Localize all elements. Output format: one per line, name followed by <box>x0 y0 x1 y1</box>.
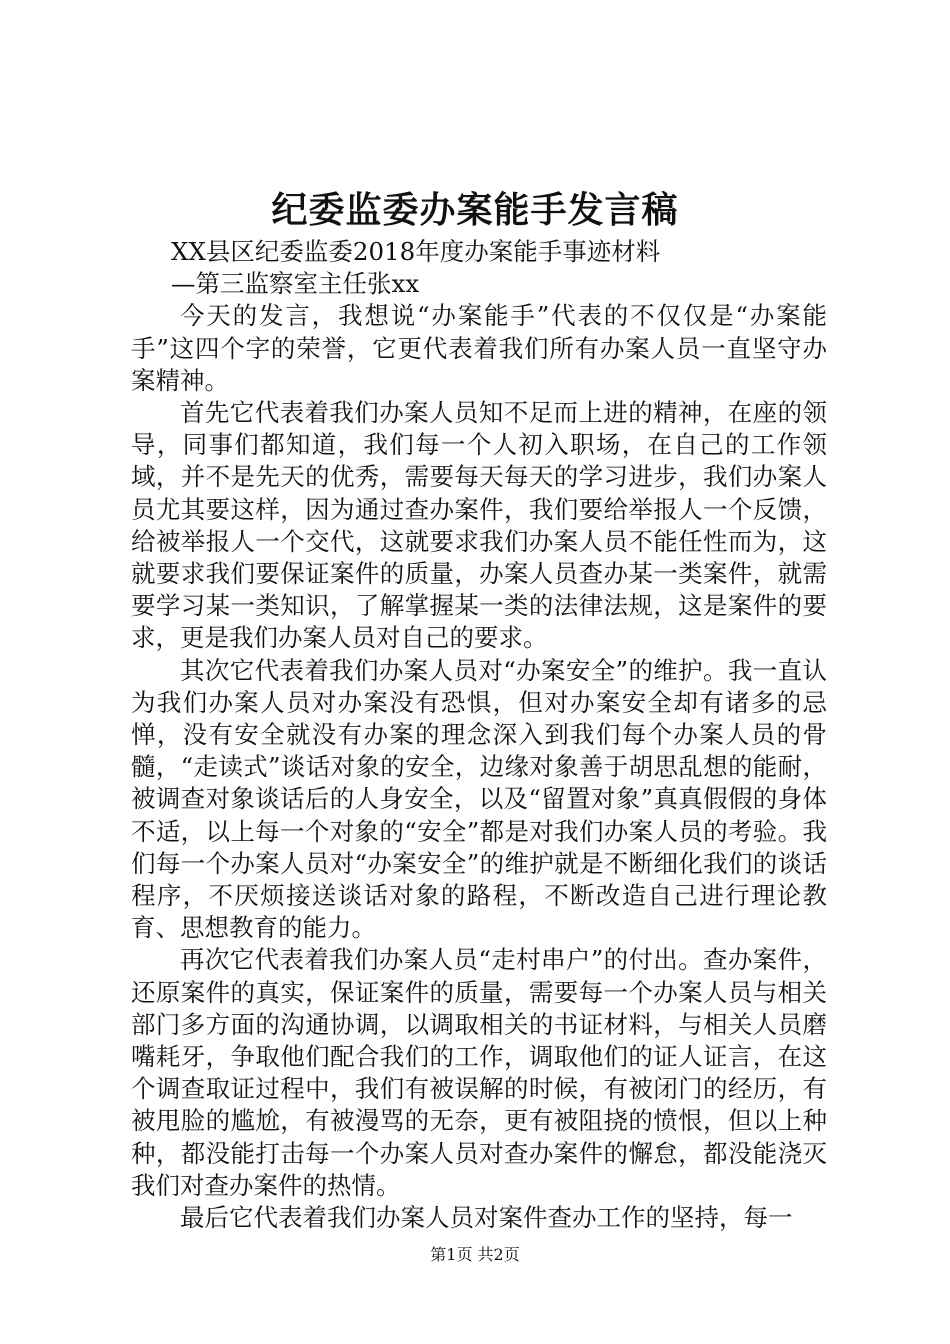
subtitle-line-1: XX县区纪委监委2018年度办案能手事迹材料 <box>171 237 661 266</box>
document-title: 纪委监委办案能手发言稿 <box>271 189 679 231</box>
paragraph-2: 首先它代表着我们办案人员知不足而上进的精神，在座的领导，同事们都知道，我们每一个人初入职场，在自己的工作领域，并不是先天的优秀，需要每天每天的学习进步，我们办案人员尤其要这样，因为通过查办案件，我们要给举报人一个反馈，给被举报人一个交代，这就要求我们办案人员不能任性而为，这就要求我们要保证案件的质量，办案人员查办某一类案件，就需要学习某一类知识，了解掌握某一类的法律法规，这是案件的要求，更是我们办案人员对自己的要求。 <box>131 398 827 653</box>
paragraph-5: 最后它代表着我们办案人员对案件查办工作的坚持，每一 <box>180 1203 793 1233</box>
subtitle-line-2: —第三监察室主任张xx <box>171 269 420 299</box>
document-body <box>131 236 827 1234</box>
page-number-footer: 第1页 共2页 <box>430 1245 520 1264</box>
paragraph-4: 再次它代表着我们办案人员“走村串户”的付出。查办案件，还原案件的真实，保证案件的质量，需要每一个办案人员与相关部门多方面的沟通协调，以调取相关的书证材料，与相关人员磨嘴耗牙，争取他们配合我们的工作，调取他们的证人证言，在这个调查取证过程中，我们有被误解的时候，有被闭门的经历，有被甩脸的尴尬，有被漫骂的无奈，更有被阻挠的愤恨，但以上种种，都没能打击每一个办案人员对查办案件的懈怠，都没能浇灭我们对查办案件的热情。 <box>131 945 827 1200</box>
paragraph-3: 其次它代表着我们办案人员对“办案安全”的维护。我一直认为我们办案人员对办案没有恐惧，但对办案安全却有诸多的忌惮，没有安全就没有办案的理念深入到我们每个办案人员的骨髓，“走读式”谈话对象的安全，边缘对象善于胡思乱想的能耐，被调查对象谈话后的人身安全，以及“留置对象”真真假假的身体不适，以上每一个对象的“安全”都是对我们办案人员的考验。我们每一个办案人员对“办案安全”的维护就是不断细化我们的谈话程序，不厌烦接送谈话对象的路程，不断改造自己进行理论教育、思想教育的能力。 <box>131 655 827 943</box>
paragraph-1: 今天的发言，我想说“办案能手”代表的不仅仅是“办案能手”这四个字的荣誉，它更代表着我们所有办案人员一直坚守办案精神。 <box>131 301 827 395</box>
